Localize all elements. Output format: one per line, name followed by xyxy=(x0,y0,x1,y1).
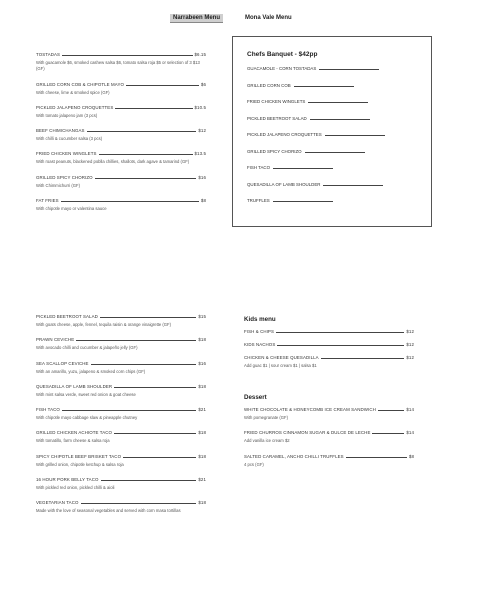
menu-item-name: 16 HOUR PORK BELLY TACO xyxy=(36,477,99,483)
menu-item-name: PICKLED BEETROOT SALAD xyxy=(36,314,98,319)
menu-item xyxy=(36,175,206,189)
kids-menu-section xyxy=(244,316,414,377)
menu-item-price: $14 xyxy=(406,430,414,436)
menu-item-row xyxy=(36,82,206,87)
dotted-leader xyxy=(346,457,407,458)
menu-item-price: $8 xyxy=(408,453,414,459)
kids-menu-heading: Kids menu xyxy=(244,316,276,323)
menu-item-row xyxy=(36,430,206,435)
banquet-item xyxy=(247,121,417,138)
menu-item-row xyxy=(36,151,206,156)
menu-item-name: CHICKEN & CHEESE QUESADILLA xyxy=(244,355,319,360)
banquet-item-name: GUACAMOLE - CORN TOSTADAS xyxy=(247,66,317,71)
menu-item-description: With mint salsa verde, sweet red onion & goat cheese xyxy=(36,391,136,397)
dotted-leader xyxy=(62,55,192,56)
banquet-item-name: TRUFFLES xyxy=(247,198,270,203)
menu-item xyxy=(36,82,206,96)
dotted-leader xyxy=(277,345,404,346)
dotted-leader xyxy=(101,480,197,481)
menu-item-description: With grilled onion, chipotle ketchup & salsa roja xyxy=(36,461,124,467)
menu-item-name: FRIED CHURROS CINNAMON SUGAR & DULCE DE LECHE xyxy=(244,430,371,436)
menu-item-price: $12 xyxy=(406,342,414,347)
menu-item-name: FISH & CHIPS xyxy=(244,329,274,334)
banquet-item-line xyxy=(310,119,370,120)
banquet-item-line xyxy=(308,102,368,103)
menu-item-row xyxy=(244,342,414,347)
menu-item-row xyxy=(36,198,206,203)
menu-item-name: PRAWN CEVICHE xyxy=(36,337,75,343)
menu-item-name: GRILLED CHICKEN ACHIOTE TACO xyxy=(36,430,113,436)
menu-item-name: FRIED CHICKEN WINGLETS xyxy=(36,151,97,157)
menu-item-name: KIDS NACHOS xyxy=(244,342,276,347)
menu-item-description: Add guac $1 | sour cream $1 | salsa $1 xyxy=(244,363,317,368)
menu-item-description: With tomato jalapeno jam (3 pcs) xyxy=(36,112,98,118)
menu-item-description: Add vanilla ice cream $2 xyxy=(244,438,290,444)
banquet-item-line xyxy=(305,152,365,153)
menu-item xyxy=(36,151,206,165)
dessert-list xyxy=(244,407,414,468)
banquet-item xyxy=(247,154,417,171)
banquet-item-name: QUESADILLA OF LAMB SHOULDER xyxy=(247,181,321,187)
tab-mona-vale-menu[interactable]: Mona Vale Menu xyxy=(245,15,292,21)
banquet-item xyxy=(247,71,417,88)
dotted-leader xyxy=(99,154,193,155)
menu-item-description: With cheese, lime & smoked spice (GF) xyxy=(36,89,110,95)
menu-item-description: Made with the love of seasonal vegetables and served with corn masa tortillas xyxy=(36,508,181,514)
dotted-leader xyxy=(321,358,405,359)
menu-item xyxy=(36,128,206,142)
menu-item-description: 4 pcs (GF) xyxy=(244,461,264,467)
banquet-item-name: FRIED CHICKEN WINGLETS xyxy=(247,99,306,104)
menu-item-row xyxy=(36,337,206,342)
dotted-leader xyxy=(76,340,196,341)
menu-item-description: With pickled red onion, pickled chilli & aioli xyxy=(36,485,115,491)
menu-item-price: $18 xyxy=(198,453,206,459)
menu-item-description: With goats cheese, apple, fennel, tequila raisin & orange vinaigrette (GF) xyxy=(36,322,172,327)
dotted-leader xyxy=(126,85,199,86)
menu-item-price: $14 xyxy=(406,407,414,412)
menu-item-price: $10.5 xyxy=(194,104,206,110)
dessert-section xyxy=(244,394,414,477)
menu-item-row xyxy=(244,407,414,412)
banquet-item-name: GRILLED CORN COB xyxy=(247,82,291,88)
menu-item xyxy=(36,198,206,212)
menu-item-name: BEEF CHIMICHANGAS xyxy=(36,128,85,134)
menu-item-row xyxy=(244,454,414,459)
menu-item xyxy=(36,477,206,491)
menu-item-description: With an amarillo, yuzu, jalapeno & smoked corn chips (GF) xyxy=(36,368,146,374)
menu-item-name: SPICY CHIPOTLE BEEF BRISKET TACO xyxy=(36,453,122,459)
banquet-item xyxy=(247,170,417,187)
menu-item-price: $18 xyxy=(198,337,206,343)
menu-item-description: With guacamole $6, smoked cashew salsa $6, tomato salsa roja $5 or selection of 3 $13 (GF) xyxy=(36,60,200,72)
dotted-leader xyxy=(378,410,405,411)
kids-menu-list xyxy=(244,329,414,369)
menu-item-price: $13.5 xyxy=(194,151,206,157)
menu-item xyxy=(36,52,206,73)
dotted-leader xyxy=(115,108,192,109)
menu-item-price: $18 xyxy=(198,500,206,506)
menu-item-price: $21 xyxy=(198,477,206,483)
dotted-leader xyxy=(81,503,197,504)
dotted-leader xyxy=(372,433,404,434)
banquet-item-line xyxy=(323,185,383,186)
menu-item-description: With pomegranate (GF) xyxy=(244,415,288,420)
menu-section-entrees xyxy=(36,52,206,221)
banquet-item-line xyxy=(273,168,333,169)
menu-item xyxy=(36,384,206,398)
banquet-item xyxy=(247,187,417,204)
menu-item-row xyxy=(36,128,206,133)
menu-item-name: GRILLED SPICY CHORIZO xyxy=(36,174,93,180)
banquet-item-name: PICKLED JALAPENO CROQUETTES xyxy=(247,132,322,137)
menu-item-name: WHITE CHOCOLATE & HONEYCOMB ICE CREAM SANDWICH xyxy=(244,407,376,412)
banquet-item-name: GRILLED SPICY CHORIZO xyxy=(247,148,302,154)
menu-item-description: With avocado chilli and cucumber & jalapeño jelly (GF) xyxy=(36,345,138,351)
menu-item-row xyxy=(244,329,414,334)
menu-item-row xyxy=(36,500,206,505)
menu-item-description: With chipotle mayo cabbage slaw & pineapple chutney xyxy=(36,415,138,421)
menu-item-row xyxy=(36,477,206,482)
menu-item xyxy=(36,454,206,468)
banquet-item xyxy=(247,104,417,121)
dotted-leader xyxy=(95,178,197,179)
menu-item xyxy=(36,337,206,351)
menu-item-name: GRILLED CORN COB & CHIPOTLE MAYO xyxy=(36,81,125,87)
menu-item-price: $8 xyxy=(200,198,206,204)
menu-item-price: $18 xyxy=(198,383,206,389)
menu-item-name: SEA SCALLOP CEVICHE xyxy=(36,360,89,366)
menu-item-row xyxy=(244,430,414,435)
menu-item-name: QUESADILLA OF LAMB SHOULDER xyxy=(36,383,113,389)
tab-narrabeen-menu[interactable]: Narrabeen Menu xyxy=(170,14,223,23)
dotted-leader xyxy=(114,387,196,388)
menu-item xyxy=(244,430,414,444)
dotted-leader xyxy=(276,332,404,333)
menu-item-name: FAT FRIES xyxy=(36,198,59,204)
menu-item-row xyxy=(36,361,206,366)
banquet-item xyxy=(247,88,417,105)
banquet-item-line xyxy=(319,69,379,70)
banquet-title: Chefs Banquet - $42pp xyxy=(247,51,318,58)
banquet-item-line xyxy=(273,201,333,202)
menu-item xyxy=(36,105,206,119)
banquet-item-name: FISH TACO xyxy=(247,165,271,170)
chefs-banquet-box xyxy=(232,36,432,227)
menu-item-row xyxy=(36,105,206,110)
menu-item-price: $12 xyxy=(198,128,206,134)
menu-item xyxy=(244,407,414,421)
menu-item-name: FISH TACO xyxy=(36,407,60,413)
banquet-list xyxy=(247,62,417,203)
menu-item-row xyxy=(36,407,206,412)
dotted-leader xyxy=(123,457,196,458)
dotted-leader xyxy=(114,433,196,434)
banquet-item-line xyxy=(294,86,354,87)
menu-item-description: With chilli & cucumber salsa (3 pcs) xyxy=(36,136,103,142)
menu-item xyxy=(244,342,414,347)
menu-item-row xyxy=(36,454,206,459)
banquet-item-name: PICKLED BEETROOT SALAD xyxy=(247,115,307,121)
menu-item xyxy=(244,454,414,468)
dotted-leader xyxy=(100,317,196,318)
dotted-leader xyxy=(91,364,197,365)
menu-item xyxy=(244,329,414,334)
menu-item xyxy=(244,355,414,369)
menu-item xyxy=(36,407,206,421)
menu-item-price: $21 xyxy=(198,407,206,413)
menu-item-description: With roast peanuts, blackened poblla chillies, shallots, dark agave & tamarind (GF) xyxy=(36,159,190,165)
menu-item-price: $16 xyxy=(198,360,206,366)
menu-item xyxy=(36,314,206,328)
menu-item-name: TOSTADAS xyxy=(36,52,61,57)
menu-item-price: $16 xyxy=(198,174,206,180)
menu-item xyxy=(36,430,206,444)
banquet-item-line xyxy=(325,135,385,136)
menu-item-row xyxy=(36,52,206,57)
menu-item-name: SALTED CARAMEL, ANCHO CHILLI TRUFFLES xyxy=(244,453,344,459)
menu-item-price: $6.15 xyxy=(194,52,206,57)
menu-item-description: With tomatillo, farm cheese & salsa roja xyxy=(36,438,110,444)
menu-item-row xyxy=(36,314,206,319)
menu-item-price: $18 xyxy=(198,430,206,436)
menu-item-description: With chipotle mayo or valentina sauce xyxy=(36,206,107,212)
banquet-item xyxy=(247,137,417,154)
menu-item-price: $12 xyxy=(406,355,414,360)
menu-item-name: VEGETARIAN TACO xyxy=(36,500,79,506)
dotted-leader xyxy=(62,410,196,411)
menu-item-row xyxy=(36,384,206,389)
menu-section-mains xyxy=(36,314,206,524)
menu-item xyxy=(36,500,206,514)
menu-item-price: $12 xyxy=(406,329,414,334)
menu-tabs xyxy=(170,14,292,23)
menu-item xyxy=(36,361,206,375)
menu-item-name: PICKLED JALAPENO CROQUETTES xyxy=(36,104,114,110)
dotted-leader xyxy=(87,131,197,132)
menu-item-price: $6 xyxy=(200,81,206,87)
menu-item-description: With Chimmichurri (GF) xyxy=(36,182,80,188)
dotted-leader xyxy=(61,201,199,202)
dessert-heading: Dessert xyxy=(244,394,267,401)
menu-item-price: $15 xyxy=(198,314,206,319)
banquet-item xyxy=(247,62,417,71)
menu-item-row xyxy=(36,175,206,180)
menu-item-row xyxy=(244,355,414,360)
